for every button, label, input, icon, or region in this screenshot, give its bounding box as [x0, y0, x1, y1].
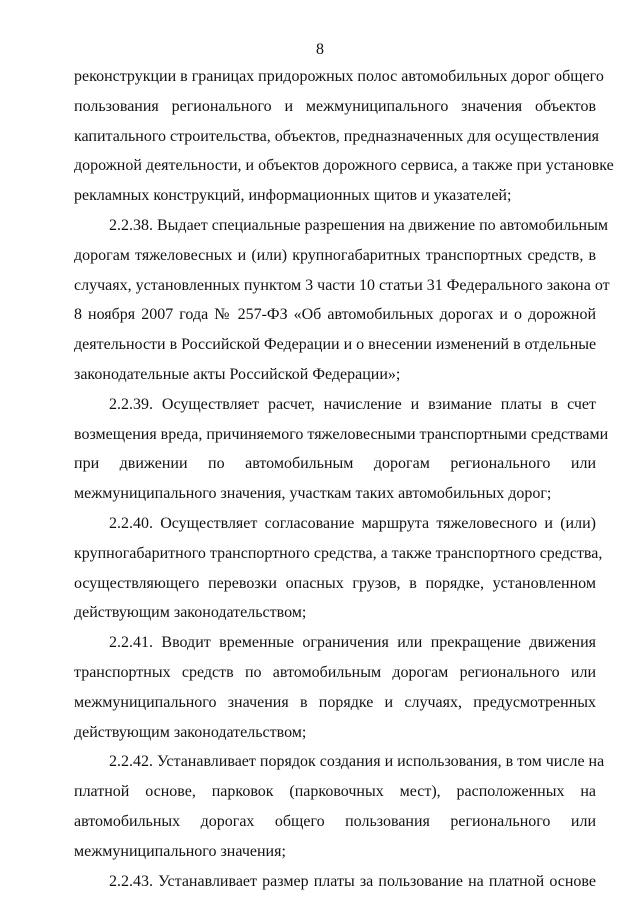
paragraph-2-2-43	[74, 871, 596, 901]
text-line: 2.2.42. Устанавливает порядок создания и использования, в том числе на	[109, 753, 605, 771]
text-line: дорожной деятельности, и объектов дорожного сервиса, а также при установке	[74, 157, 614, 175]
text-line: дорогам тяжеловесных и (или) крупногабаритных транспортных средств, в	[74, 246, 596, 264]
text-line: 2.2.43. Устанавливает размер платы за пользование на платной основе	[109, 872, 596, 890]
text-line: межмуниципального значения, участкам таких автомобильных дорог;	[74, 485, 552, 503]
text-line: законодательные акты Российской Федерации»;	[74, 365, 401, 383]
text-line: межмуниципального значения в порядке и случаях, предусмотренных	[74, 693, 596, 711]
text-line: деятельности в Российской Федерации и о внесении изменений в отдельные	[74, 336, 597, 354]
paragraph-2-2-42	[74, 751, 605, 870]
text-line: случаях, установленных пунктом 3 части 10 статьи 31 Федерального закона от	[74, 276, 610, 294]
text-line: возмещения вреда, причиняемого тяжеловесными транспортными средствами	[74, 425, 609, 443]
paragraph-continuation	[74, 66, 614, 215]
text-line: межмуниципального значения;	[74, 842, 286, 860]
text-line: автомобильных дорогах общего пользования регионального или	[74, 812, 596, 830]
text-line: капитального строительства, объектов, предназначенных для осуществления	[74, 127, 599, 145]
text-line: 8 ноября 2007 года № 257-ФЗ «Об автомобильных дорогах и о дорожной	[74, 306, 596, 324]
text-line: транспортных средств по автомобильным дорогам регионального или	[74, 663, 596, 681]
text-line: платной основе, парковок (парковочных мест), расположенных на	[74, 783, 596, 801]
text-line: 2.2.38. Выдает специальные разрешения на движение по автомобильным	[109, 216, 608, 234]
text-line: крупногабаритного транспортного средства, а также транспортного средства,	[74, 544, 603, 562]
document-body	[74, 66, 614, 900]
text-line: реконструкции в границах придорожных полос автомобильных дорог общего	[74, 68, 604, 85]
text-line: 2.2.39. Осуществляет расчет, начисление и взимание платы в счет	[109, 395, 596, 413]
page-number: 8	[316, 41, 324, 58]
paragraph-2-2-40	[74, 513, 603, 632]
text-line: 2.2.41. Вводит временные ограничения или прекращение движения	[109, 634, 596, 652]
paragraph-2-2-38	[74, 215, 610, 394]
text-line: рекламных конструкций, информационных щитов и указателей;	[74, 187, 512, 205]
text-line: при движении по автомобильным дорогам регионального или	[74, 455, 596, 473]
text-line: действующим законодательством;	[74, 604, 307, 622]
text-line: пользования регионального и межмуниципального значения объектов	[74, 97, 596, 115]
text-line: осуществляющего перевозки опасных грузов, в порядке, установленном	[74, 574, 596, 592]
paragraph-2-2-39	[74, 394, 609, 513]
text-line: действующим законодательством;	[74, 723, 307, 741]
paragraph-2-2-41	[74, 632, 596, 751]
text-line: 2.2.40. Осуществляет согласование маршрута тяжеловесного и (или)	[109, 514, 596, 532]
